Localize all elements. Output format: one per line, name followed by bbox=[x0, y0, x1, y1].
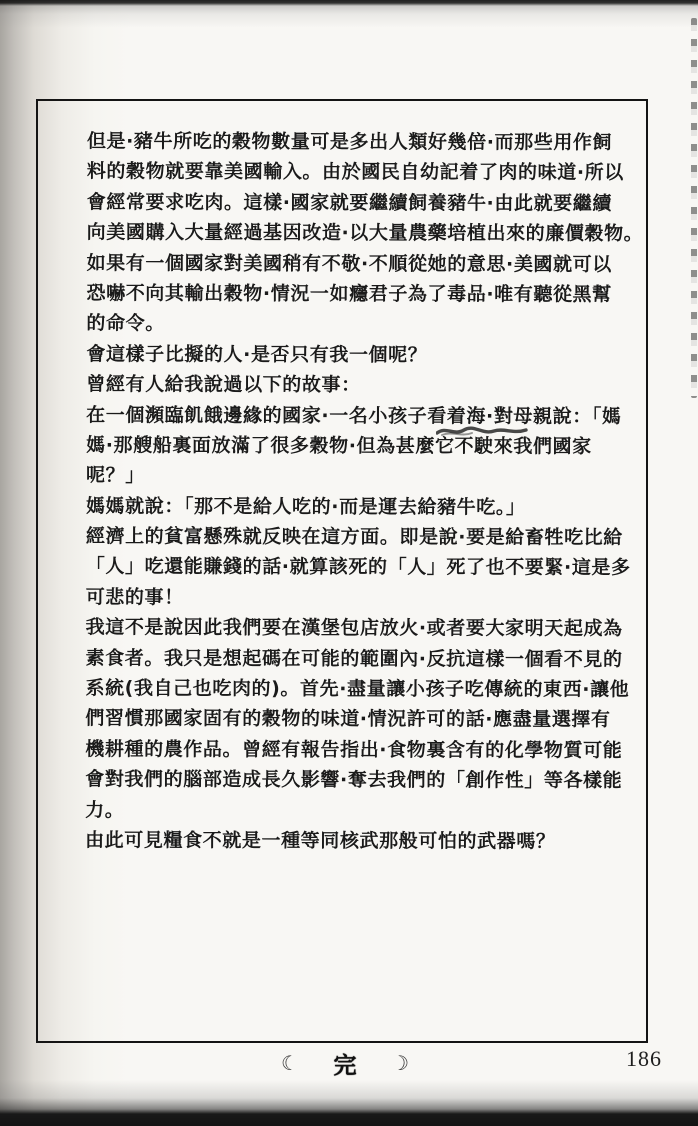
text-line: 經濟上的貧富懸殊就反映在這方面。即是說·要是給畜牲吃比給 bbox=[85, 525, 623, 549]
end-marker-right-moon-icon: ☽ bbox=[391, 1051, 409, 1075]
text-line: 我這不是說因此我們要在漢堡包店放火·或者要大家明天起成為 bbox=[85, 616, 623, 640]
end-marker-left-moon-icon: ☾ bbox=[281, 1051, 299, 1075]
text-line: 但是·豬牛所吃的穀物數量可是多出人類好幾倍·而那些用作飼 bbox=[86, 130, 613, 154]
page-number: 186 bbox=[626, 1046, 662, 1071]
text-line: 如果有一個國家對美國稍有不敬·不順從她的意思·美國就可以 bbox=[86, 251, 612, 276]
text-line: 素食者。我只是想起碼在可能的範圍內·反抗這樣一個看不見的 bbox=[85, 646, 623, 671]
text-line: 們習慣那國家固有的穀物的味道·情況許可的話·應盡量選擇有 bbox=[85, 707, 611, 732]
text-line: 在一個瀕臨飢餓邊緣的國家·一名小孩子看着海·對母親說：「媽 bbox=[86, 403, 622, 428]
text-line: 系統(我自己也吃肉的)。首先·盡量讓小孩子吃傳統的東西·讓他 bbox=[85, 677, 630, 701]
text-line: 會這樣子比擬的人·是否只有我一個呢？ bbox=[86, 343, 428, 366]
page-edge-bleed-through bbox=[691, 18, 697, 398]
text-line: 的命令。 bbox=[86, 312, 165, 335]
text-line: 向美國購入大量經過基因改造·以大量農藥培植出來的廉價穀物。 bbox=[86, 221, 644, 245]
text-line: 由此可見糧食不就是一種等同核武那般可怕的武器嗎？ bbox=[85, 829, 556, 853]
text-line: 料的穀物就要靠美國輸入。由於國民自幼記着了肉的味道·所以 bbox=[86, 160, 624, 185]
text-line: 媽媽就說：「那不是給人吃的·而是運去給豬牛吃。」 bbox=[85, 494, 526, 519]
body-text-block bbox=[85, 126, 644, 857]
end-marker bbox=[281, 1048, 409, 1078]
text-line: 機耕種的農作品。曾經有報告指出·食物裏含有的化學物質可能 bbox=[85, 738, 623, 762]
text-line: 會經常要求吃肉。這樣·國家就要繼續飼養豬牛·由此就要繼續 bbox=[86, 191, 613, 215]
text-line: 「人」吃還能賺錢的話·就算該死的「人」死了也不要緊·這是多 bbox=[85, 555, 631, 580]
text-line: 力。 bbox=[85, 798, 125, 821]
text-line: 呢？」 bbox=[86, 464, 145, 487]
text-line: 會對我們的腦部造成長久影響·奪去我們的「創作性」等各樣能 bbox=[85, 768, 623, 792]
text-line: 恐嚇不向其輸出穀物·情況一如癮君子為了毒品·唯有聽從黑幫 bbox=[86, 282, 612, 306]
text-line: 曾經有人給我說過以下的故事： bbox=[86, 373, 361, 397]
text-line: 媽·那艘船裏面放滿了很多穀物·但為甚麼它不駛來我們國家 bbox=[86, 434, 592, 458]
ink-smudge bbox=[436, 423, 528, 441]
end-marker-text: 完 bbox=[333, 1052, 357, 1079]
text-line: 可悲的事！ bbox=[85, 586, 184, 609]
